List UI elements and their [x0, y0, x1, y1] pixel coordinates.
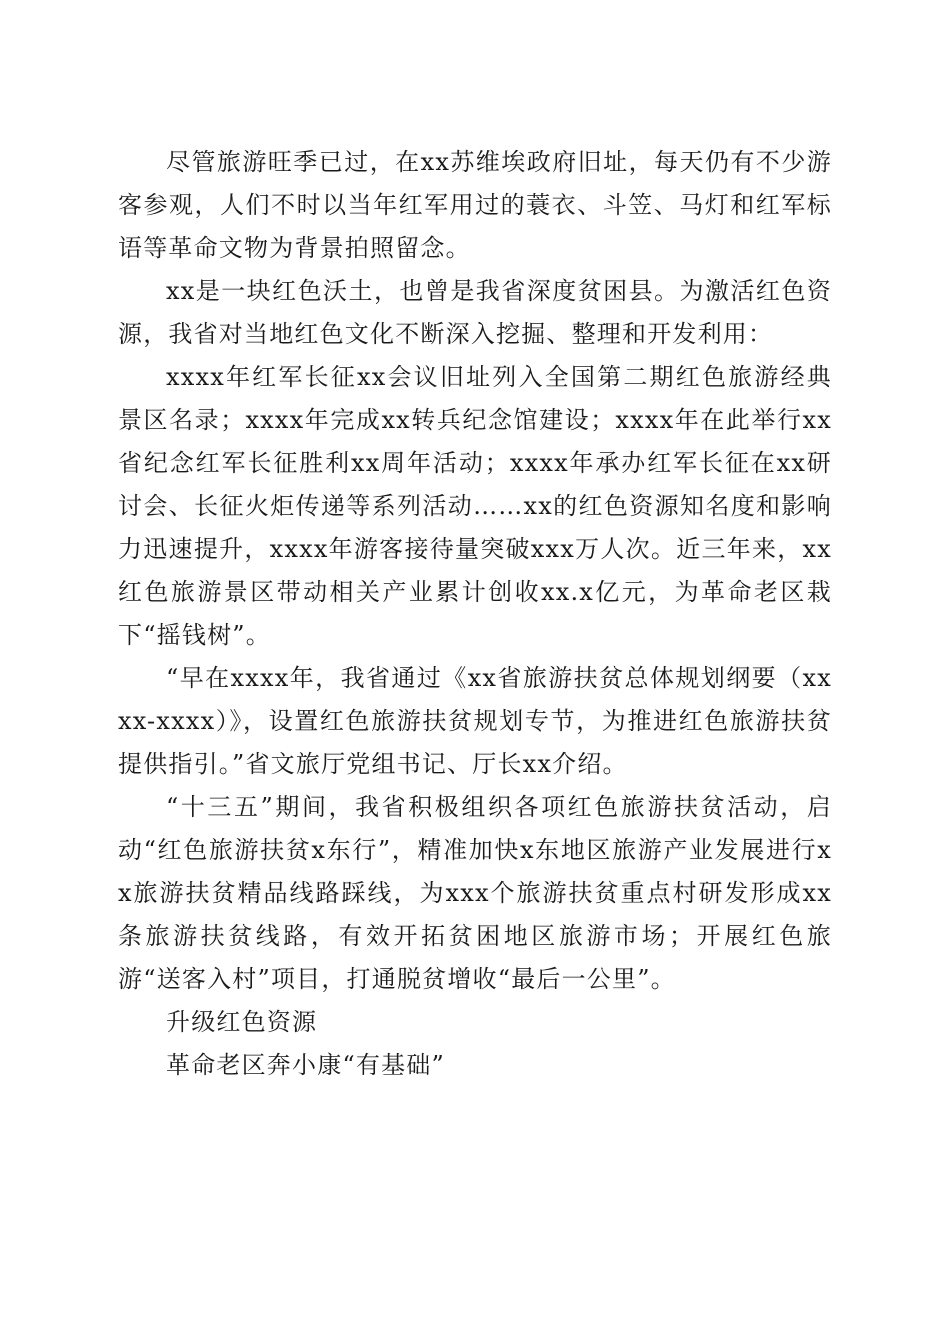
document-body	[118, 141, 832, 1087]
paragraph-planning-quote: “早在xxxx年，我省通过《xx省旅游扶贫总体规划纲要（xxxx-xxxx）》，设置红色旅游扶贫规划专节，为推进红色旅游扶贫提供指引。”省文旅厅党组书记、厅长xx介绍。	[118, 664, 832, 778]
section-heading-foundation: 革命老区奔小康“有基础”	[166, 1051, 445, 1079]
paragraph-development-timeline: xxxx年红军长征xx会议旧址列入全国第二期红色旅游经典景区名录；xxxx年完成xx转兵纪念馆建设；xxxx年在此举行xx省纪念红军长征胜利xx周年活动；xxxx年承办红军长征在xx研讨会、长征火炬传递等系列活动……xx的红色资源知名度和影响力迅速提升，xxxx年游客接待量突破xxx万人次。近三年来，xx红色旅游景区带动相关产业累计创收xx.x亿元，为革命老区栽下“摇钱树”。	[118, 363, 832, 649]
section-heading-upgrade: 升级红色资源	[166, 1008, 318, 1036]
paragraph-red-land: xx是一块红色沃土，也曾是我省深度贫困县。为激活红色资源，我省对当地红色文化不断深入挖掘、整理和开发利用：	[118, 277, 832, 348]
paragraph-tourist-visits: 尽管旅游旺季已过，在xx苏维埃政府旧址，每天仍有不少游客参观，人们不时以当年红军用过的蓑衣、斗笠、马灯和红军标语等革命文物为背景拍照留念。	[118, 148, 832, 262]
paragraph-five-year-plan: “十三五”期间，我省积极组织各项红色旅游扶贫活动，启动“红色旅游扶贫x东行”，精准加快x东地区旅游产业发展进行xx旅游扶贫精品线路踩线，为xxx个旅游扶贫重点村研发形成xx条旅游扶贫线路，有效开拓贫困地区旅游市场；开展红色旅游“送客入村”项目，打通脱贫增收“最后一公里”。	[118, 793, 832, 993]
